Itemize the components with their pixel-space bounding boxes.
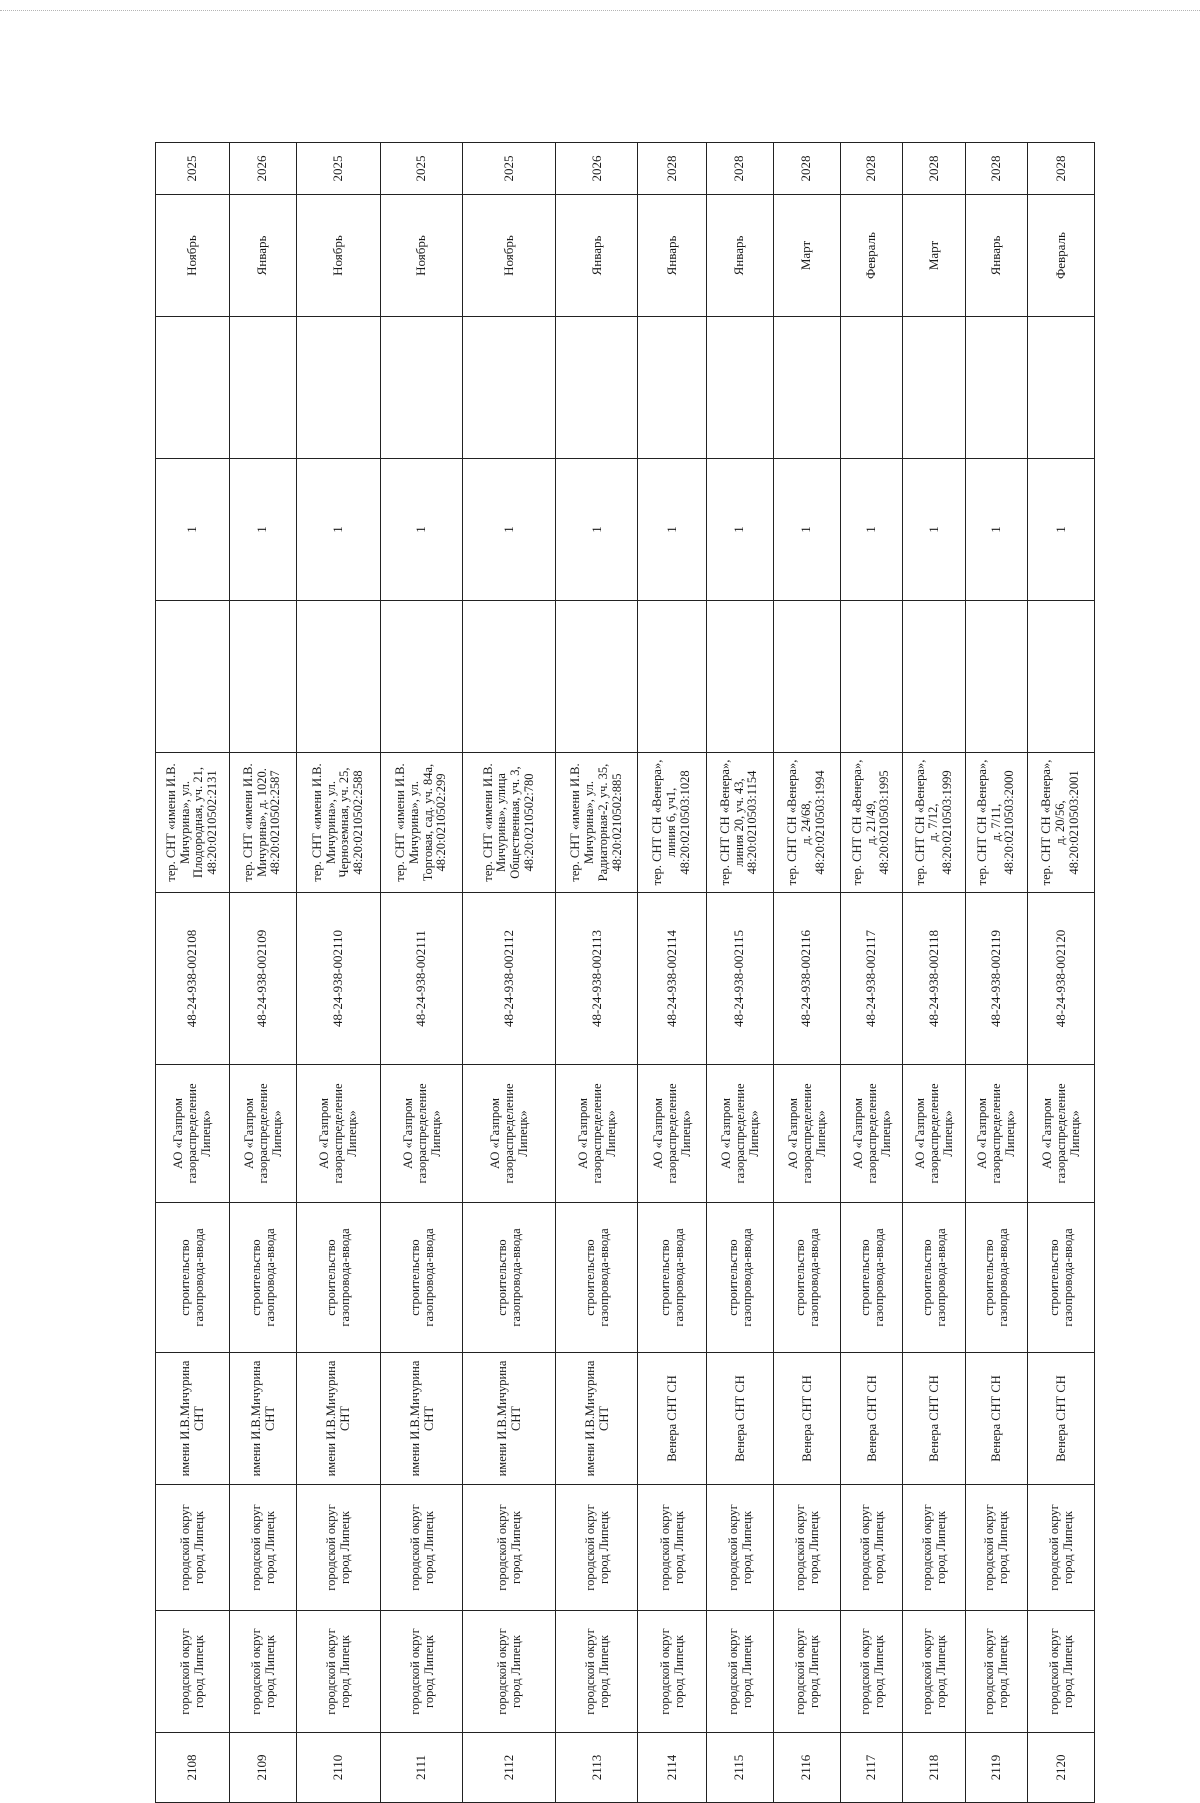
cell-empty-cell xyxy=(966,601,1028,753)
cell-empty-cell xyxy=(840,601,903,753)
cell-locality-name: Венера СНТ СН xyxy=(773,1353,840,1485)
cell-settlement: городской округ город Липецк xyxy=(638,1485,706,1611)
cell-address-cadastral: тер. СНТ СН «Венера», д. 7/12, 48:20:0210503:1999 xyxy=(903,753,966,893)
cell-work-type: строительство газопровода-ввода xyxy=(706,1203,773,1353)
cell-settlement: городской округ город Липецк xyxy=(380,1485,462,1611)
cell-empty-cell xyxy=(773,317,840,459)
cell-row-number: 2118 xyxy=(903,1733,966,1803)
cell-work-type: строительство газопровода-ввода xyxy=(840,1203,903,1353)
table-row xyxy=(903,143,966,1803)
cell-settlement: городской округ город Липецк xyxy=(966,1485,1028,1611)
cell-year: 2025 xyxy=(380,143,462,195)
cell-quantity: 1 xyxy=(556,459,638,601)
cell-settlement: городской округ город Липецк xyxy=(463,1485,556,1611)
cell-organization: АО «Газпром газораспределение Липецк» xyxy=(966,1065,1028,1203)
cell-empty-cell xyxy=(463,601,556,753)
cell-work-type: строительство газопровода-ввода xyxy=(1027,1203,1094,1353)
cell-empty-cell xyxy=(156,601,230,753)
cell-settlement: городской округ город Липецк xyxy=(229,1485,296,1611)
cell-object-code: 48-24-938-002112 xyxy=(463,893,556,1065)
cell-empty-cell xyxy=(706,317,773,459)
cell-quantity: 1 xyxy=(840,459,903,601)
table-row xyxy=(1027,143,1094,1803)
cell-address-cadastral: тер. СНТ «имени И.В. Мичурина», улица Общественная, уч. 3, 48:20:0210502:780 xyxy=(463,753,556,893)
cell-row-number: 2110 xyxy=(296,1733,380,1803)
cell-row-number: 2108 xyxy=(156,1733,230,1803)
cell-work-type: строительство газопровода-ввода xyxy=(156,1203,230,1353)
table-row xyxy=(463,143,556,1803)
cell-empty-cell xyxy=(638,601,706,753)
cell-settlement: городской округ город Липецк xyxy=(1027,1485,1094,1611)
cell-empty-cell xyxy=(903,317,966,459)
table-row xyxy=(966,143,1028,1803)
cell-empty-cell xyxy=(156,317,230,459)
cell-locality-name: Венера СНТ СН xyxy=(706,1353,773,1485)
cell-empty-cell xyxy=(1027,317,1094,459)
cell-empty-cell xyxy=(229,601,296,753)
cell-object-code: 48-24-938-002119 xyxy=(966,893,1028,1065)
cell-row-number: 2116 xyxy=(773,1733,840,1803)
cell-quantity: 1 xyxy=(773,459,840,601)
cell-month: Февраль xyxy=(1027,195,1094,317)
cell-locality-name: имени И.В.Мичурина СНТ xyxy=(463,1353,556,1485)
cell-row-number: 2112 xyxy=(463,1733,556,1803)
cell-municipal-district: городской округ город Липецк xyxy=(556,1611,638,1733)
cell-locality-name: имени И.В.Мичурина СНТ xyxy=(156,1353,230,1485)
table-row xyxy=(556,143,638,1803)
cell-object-code: 48-24-938-002113 xyxy=(556,893,638,1065)
cell-quantity: 1 xyxy=(296,459,380,601)
cell-row-number: 2119 xyxy=(966,1733,1028,1803)
cell-empty-cell xyxy=(903,601,966,753)
cell-organization: АО «Газпром газораспределение Липецк» xyxy=(773,1065,840,1203)
table-row xyxy=(840,143,903,1803)
cell-settlement: городской округ город Липецк xyxy=(706,1485,773,1611)
cell-year: 2025 xyxy=(156,143,230,195)
table-row xyxy=(380,143,462,1803)
cell-organization: АО «Газпром газораспределение Липецк» xyxy=(380,1065,462,1203)
cell-locality-name: имени И.В.Мичурина СНТ xyxy=(556,1353,638,1485)
cell-address-cadastral: тер. СНТ СН «Венера», линия 20, уч. 43, 48:20:0210503:1154 xyxy=(706,753,773,893)
cell-empty-cell xyxy=(638,317,706,459)
cell-locality-name: имени И.В.Мичурина СНТ xyxy=(380,1353,462,1485)
cell-organization: АО «Газпром газораспределение Липецк» xyxy=(556,1065,638,1203)
cell-year: 2028 xyxy=(1027,143,1094,195)
cell-month: Январь xyxy=(556,195,638,317)
cell-row-number: 2115 xyxy=(706,1733,773,1803)
cell-locality-name: Венера СНТ СН xyxy=(966,1353,1028,1485)
cell-locality-name: Венера СНТ СН xyxy=(638,1353,706,1485)
cell-municipal-district: городской округ город Липецк xyxy=(229,1611,296,1733)
rotated-table-container xyxy=(155,143,1095,1803)
cell-empty-cell xyxy=(1027,601,1094,753)
cell-empty-cell xyxy=(840,317,903,459)
cell-row-number: 2114 xyxy=(638,1733,706,1803)
cell-quantity: 1 xyxy=(706,459,773,601)
cell-municipal-district: городской округ город Липецк xyxy=(638,1611,706,1733)
cell-municipal-district: городской округ город Липецк xyxy=(463,1611,556,1733)
cell-work-type: строительство газопровода-ввода xyxy=(966,1203,1028,1353)
table-row xyxy=(706,143,773,1803)
cell-municipal-district: городской округ город Липецк xyxy=(966,1611,1028,1733)
cell-organization: АО «Газпром газораспределение Липецк» xyxy=(296,1065,380,1203)
cell-object-code: 48-24-938-002108 xyxy=(156,893,230,1065)
cell-address-cadastral: тер. СНТ СН «Венера», д. 20/56, 48:20:0210503:2001 xyxy=(1027,753,1094,893)
cell-address-cadastral: тер. СНТ «имени И.В. Мичурина», ул. Радиаторная-2, уч. 35, 48:20:0210502:885 xyxy=(556,753,638,893)
cell-locality-name: имени И.В.Мичурина СНТ xyxy=(229,1353,296,1485)
cell-row-number: 2117 xyxy=(840,1733,903,1803)
cell-locality-name: Венера СНТ СН xyxy=(840,1353,903,1485)
cell-year: 2025 xyxy=(463,143,556,195)
cell-municipal-district: городской округ город Липецк xyxy=(296,1611,380,1733)
table-row xyxy=(296,143,380,1803)
cell-organization: АО «Газпром газораспределение Липецк» xyxy=(903,1065,966,1203)
cell-row-number: 2111 xyxy=(380,1733,462,1803)
cell-month: Январь xyxy=(638,195,706,317)
cell-object-code: 48-24-938-002114 xyxy=(638,893,706,1065)
cell-municipal-district: городской округ город Липецк xyxy=(840,1611,903,1733)
table-row xyxy=(156,143,230,1803)
cell-settlement: городской округ город Липецк xyxy=(840,1485,903,1611)
table-body xyxy=(156,143,1095,1803)
gas-connection-register-table xyxy=(155,142,1095,1803)
cell-month: Ноябрь xyxy=(380,195,462,317)
cell-empty-cell xyxy=(229,317,296,459)
cell-empty-cell xyxy=(296,317,380,459)
cell-year: 2025 xyxy=(296,143,380,195)
cell-quantity: 1 xyxy=(463,459,556,601)
cell-empty-cell xyxy=(380,317,462,459)
cell-organization: АО «Газпром газораспределение Липецк» xyxy=(463,1065,556,1203)
cell-municipal-district: городской округ город Липецк xyxy=(1027,1611,1094,1733)
cell-address-cadastral: тер. СНТ «имени И.В. Мичурина», д. 1020. 48:20:0210502:2587 xyxy=(229,753,296,893)
cell-settlement: городской округ город Липецк xyxy=(773,1485,840,1611)
cell-quantity: 1 xyxy=(966,459,1028,601)
cell-year: 2028 xyxy=(903,143,966,195)
cell-work-type: строительство газопровода-ввода xyxy=(638,1203,706,1353)
cell-organization: АО «Газпром газораспределение Липецк» xyxy=(156,1065,230,1203)
cell-address-cadastral: тер. СНТ СН «Венера», линия 6, уч1, 48:20:0210503:1028 xyxy=(638,753,706,893)
cell-municipal-district: городской округ город Липецк xyxy=(706,1611,773,1733)
cell-year: 2026 xyxy=(229,143,296,195)
cell-work-type: строительство газопровода-ввода xyxy=(556,1203,638,1353)
cell-quantity: 1 xyxy=(1027,459,1094,601)
cell-year: 2028 xyxy=(773,143,840,195)
cell-organization: АО «Газпром газораспределение Липецк» xyxy=(229,1065,296,1203)
cell-month: Январь xyxy=(229,195,296,317)
cell-organization: АО «Газпром газораспределение Липецк» xyxy=(638,1065,706,1203)
cell-address-cadastral: тер. СНТ СН «Венера», д. 24/68, 48:20:0210503:1994 xyxy=(773,753,840,893)
cell-year: 2028 xyxy=(638,143,706,195)
cell-row-number: 2109 xyxy=(229,1733,296,1803)
cell-work-type: строительство газопровода-ввода xyxy=(380,1203,462,1353)
cell-empty-cell xyxy=(296,601,380,753)
cell-locality-name: Венера СНТ СН xyxy=(1027,1353,1094,1485)
cell-settlement: городской округ город Липецк xyxy=(556,1485,638,1611)
cell-object-code: 48-24-938-002120 xyxy=(1027,893,1094,1065)
cell-year: 2026 xyxy=(556,143,638,195)
cell-month: Ноябрь xyxy=(296,195,380,317)
cell-locality-name: Венера СНТ СН xyxy=(903,1353,966,1485)
cell-empty-cell xyxy=(556,601,638,753)
cell-address-cadastral: тер. СНТ «имени И.В. Мичурина», ул. Плодородная, уч. 21, 48:20:0210502:2131 xyxy=(156,753,230,893)
cell-quantity: 1 xyxy=(903,459,966,601)
cell-municipal-district: городской округ город Липецк xyxy=(380,1611,462,1733)
cell-empty-cell xyxy=(706,601,773,753)
cell-row-number: 2120 xyxy=(1027,1733,1094,1803)
table-row xyxy=(773,143,840,1803)
table-row xyxy=(229,143,296,1803)
cell-month: Март xyxy=(773,195,840,317)
cell-address-cadastral: тер. СНТ СН «Венера», д. 7/11, 48:20:0210503:2000 xyxy=(966,753,1028,893)
cell-month: Январь xyxy=(966,195,1028,317)
table-row xyxy=(638,143,706,1803)
cell-year: 2028 xyxy=(706,143,773,195)
cell-work-type: строительство газопровода-ввода xyxy=(463,1203,556,1353)
cell-month: Январь xyxy=(706,195,773,317)
cell-year: 2028 xyxy=(966,143,1028,195)
cell-work-type: строительство газопровода-ввода xyxy=(229,1203,296,1353)
cell-object-code: 48-24-938-002116 xyxy=(773,893,840,1065)
cell-month: Март xyxy=(903,195,966,317)
cell-locality-name: имени И.В.Мичурина СНТ xyxy=(296,1353,380,1485)
cell-settlement: городской округ город Липецк xyxy=(296,1485,380,1611)
cell-month: Ноябрь xyxy=(463,195,556,317)
cell-municipal-district: городской округ город Липецк xyxy=(773,1611,840,1733)
cell-municipal-district: городской округ город Липецк xyxy=(156,1611,230,1733)
cell-settlement: городской округ город Липецк xyxy=(903,1485,966,1611)
cell-empty-cell xyxy=(773,601,840,753)
cell-empty-cell xyxy=(380,601,462,753)
cell-quantity: 1 xyxy=(229,459,296,601)
cell-organization: АО «Газпром газораспределение Липецк» xyxy=(1027,1065,1094,1203)
cell-address-cadastral: тер. СНТ СН «Венера», д. 21/49, 48:20:0210503:1995 xyxy=(840,753,903,893)
cell-empty-cell xyxy=(966,317,1028,459)
cell-year: 2028 xyxy=(840,143,903,195)
cell-object-code: 48-24-938-002115 xyxy=(706,893,773,1065)
cell-object-code: 48-24-938-002117 xyxy=(840,893,903,1065)
cell-object-code: 48-24-938-002110 xyxy=(296,893,380,1065)
cell-quantity: 1 xyxy=(156,459,230,601)
cell-settlement: городской округ город Липецк xyxy=(156,1485,230,1611)
page-top-edge-line xyxy=(0,10,1200,11)
cell-work-type: строительство газопровода-ввода xyxy=(296,1203,380,1353)
cell-object-code: 48-24-938-002118 xyxy=(903,893,966,1065)
cell-empty-cell xyxy=(463,317,556,459)
cell-row-number: 2113 xyxy=(556,1733,638,1803)
cell-quantity: 1 xyxy=(380,459,462,601)
cell-organization: АО «Газпром газораспределение Липецк» xyxy=(706,1065,773,1203)
cell-object-code: 48-24-938-002109 xyxy=(229,893,296,1065)
cell-organization: АО «Газпром газораспределение Липецк» xyxy=(840,1065,903,1203)
cell-month: Ноябрь xyxy=(156,195,230,317)
cell-address-cadastral: тер. СНТ «имени И.В. Мичурина», ул. Черноземная, уч. 25, 48:20:0210502:2588 xyxy=(296,753,380,893)
cell-work-type: строительство газопровода-ввода xyxy=(903,1203,966,1353)
cell-address-cadastral: тер. СНТ «имени И.В. Мичурина», ул. Торговая, сад. уч. 84а, 48:20:0210502:299 xyxy=(380,753,462,893)
cell-month: Февраль xyxy=(840,195,903,317)
cell-work-type: строительство газопровода-ввода xyxy=(773,1203,840,1353)
cell-empty-cell xyxy=(556,317,638,459)
cell-quantity: 1 xyxy=(638,459,706,601)
cell-municipal-district: городской округ город Липецк xyxy=(903,1611,966,1733)
cell-object-code: 48-24-938-002111 xyxy=(380,893,462,1065)
